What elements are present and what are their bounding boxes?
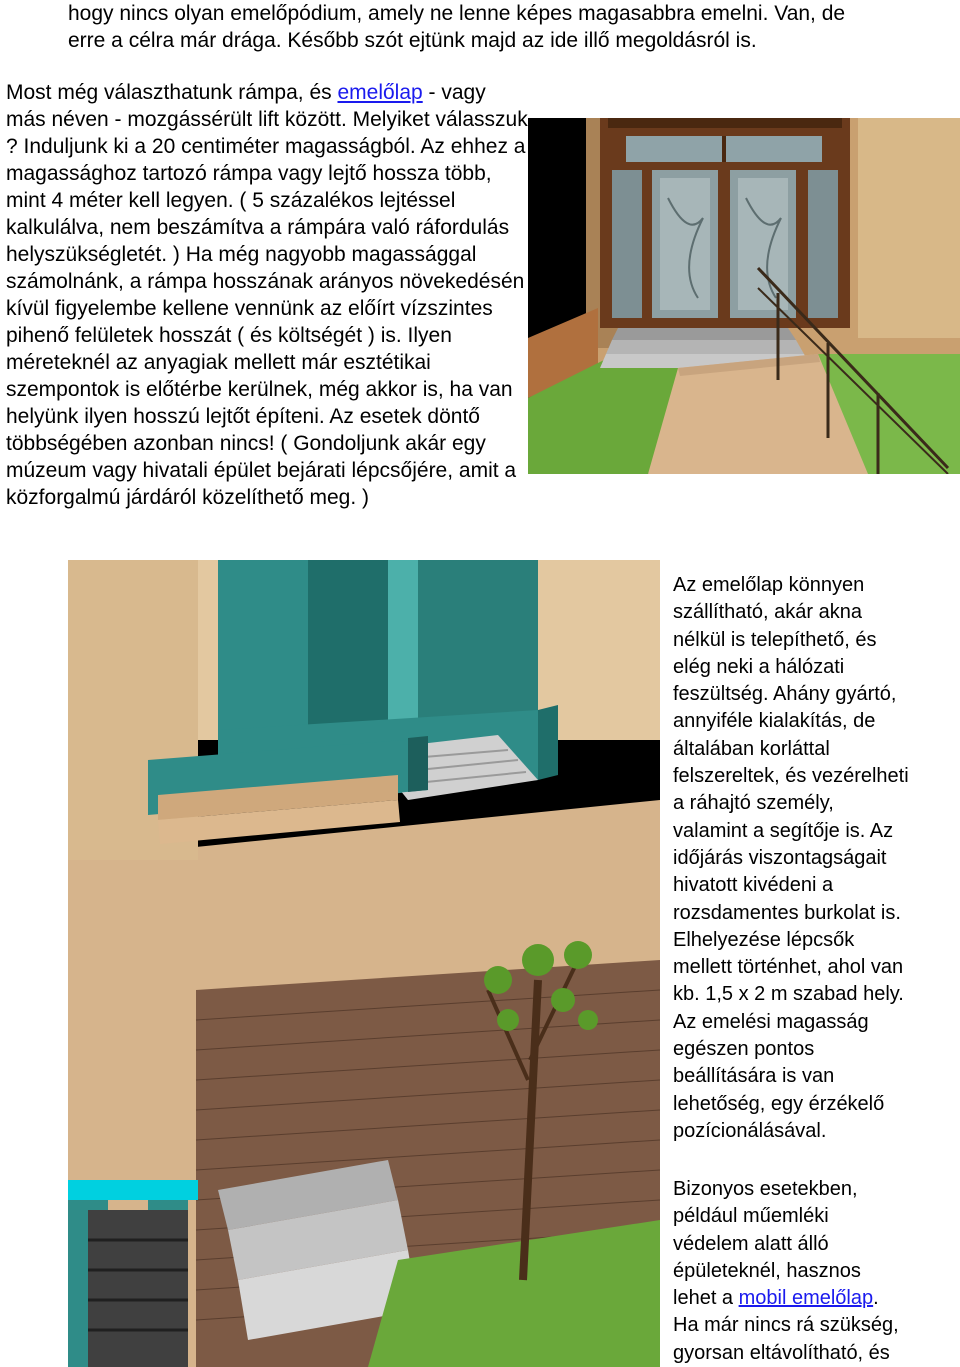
side-p2-line-5 xyxy=(673,1285,960,1312)
para-line-1 xyxy=(6,79,486,106)
para-line-8: számolnánk, a rámpa hosszának arányos növekedésén xyxy=(6,270,525,293)
side-p2-line-7: gyorsan eltávolítható, és xyxy=(673,1341,890,1364)
side-p2-line-3: védelem alatt álló xyxy=(673,1232,829,1255)
para-line-10: pihenő felületek hosszát ( és költségét ) is. Ilyen xyxy=(6,324,452,347)
side-line: egészen pontos xyxy=(673,1038,815,1061)
side-line: Elhelyezése lépcsők xyxy=(673,928,855,951)
side-line: felszereltek, és vezérelheti xyxy=(673,765,909,788)
side-line: általában korláttal xyxy=(673,737,830,760)
side-line: Az emelési magasság xyxy=(673,1010,869,1033)
lift-platform-illustration xyxy=(68,560,660,1367)
side-line: annyiféle kialakítás, de xyxy=(673,710,876,733)
para-line-2: más néven - mozgássérült lift között. Melyiket válasszuk xyxy=(6,108,528,131)
side-line: valamint a segítője is. Az xyxy=(673,819,894,842)
intro-line-1: hogy nincs olyan emelőpódium, amely ne lenne képes magasabbra emelni. Van, de xyxy=(68,2,846,25)
para-line-6: kalkulálva, nem beszámítva a rámpára való ráfordulás xyxy=(6,216,510,239)
side-line: Az emelőlap könnyen xyxy=(673,574,865,596)
side-line: feszültség. Ahány gyártó, xyxy=(673,683,897,706)
side-p2-line-6: Ha már nincs rá szükség, xyxy=(673,1314,899,1337)
side-p2-line-5-post: . xyxy=(873,1287,879,1310)
side-p2-line-1: Bizonyos esetekben, xyxy=(673,1178,858,1200)
side-paragraph-2 xyxy=(673,1176,960,1367)
para-line-11: méreteknél az anyagiak mellett már esztétikai xyxy=(6,351,431,374)
para-line-13: helyünk ilyen hosszú lejtőt építeni. Az esetek döntő xyxy=(6,405,480,428)
ramp-illustration xyxy=(528,118,960,474)
side-line: elég neki a hálózati xyxy=(673,655,845,678)
para-line-7: helyszükségletét. ) Ha még nagyobb magassággal xyxy=(6,243,477,266)
para-line-9: kívül figyelembe kellene vennünk az előírt vízszintes xyxy=(6,297,493,320)
side-p2-line-2: például műemléki xyxy=(673,1205,829,1228)
emelolap-link[interactable]: emelőlap xyxy=(337,81,423,104)
side-line: lehetőség, egy érzékelő xyxy=(673,1092,885,1115)
side-line: nélkül is telepíthető, és xyxy=(673,628,877,651)
para-line-5: mint 4 méter kell legyen. ( 5 százalékos lejtéssel xyxy=(6,189,456,212)
para-line-3: ? Induljunk ki a 20 centiméter magasságból. Az ehhez a xyxy=(6,135,526,158)
side-line: beállítására is van xyxy=(673,1065,835,1088)
side-line: mellett történhet, ahol van xyxy=(673,956,904,979)
para-line-15: múzeum vagy hivatali épület bejárati lépcsőjére, amit a xyxy=(6,459,517,482)
side-line: pozícionálásával. xyxy=(673,1119,827,1142)
para-line-16: közforgalmú járdáról közelíthető meg. ) xyxy=(6,486,369,509)
side-line: időjárás viszontagságait xyxy=(673,846,887,869)
side-line: rozsdamentes burkolat is. xyxy=(673,901,901,924)
side-line: kb. 1,5 x 2 m szabad hely. xyxy=(673,983,904,1006)
side-line: a ráhajtó személy, xyxy=(673,792,834,815)
side-p2-line-5-text: lehet a xyxy=(673,1287,739,1310)
para-line-1-text: Most még választhatunk rámpa, és xyxy=(6,81,338,104)
intro-line-2: erre a célra már drága. Később szót ejtünk majd az ide illő megoldásról is. xyxy=(68,29,757,52)
para-line-1-post: - vagy xyxy=(422,81,486,104)
para-line-12: szempontok is előtérbe kerülnek, még akkor is, ha van xyxy=(6,378,513,401)
side-line: hivatott kivédeni a xyxy=(673,874,834,897)
side-line: szállítható, akár akna xyxy=(673,601,862,624)
side-p2-line-4: épületeknél, hasznos xyxy=(673,1259,861,1282)
mobil-emelolap-link[interactable]: mobil emelőlap xyxy=(738,1287,874,1310)
side-paragraph xyxy=(673,572,960,1145)
para-line-14: többségében azonban nincs! ( Gondoljunk akár egy xyxy=(6,432,486,455)
para-line-4: magassághoz tartozó rámpa vagy lejtő hossza több, xyxy=(6,162,492,185)
